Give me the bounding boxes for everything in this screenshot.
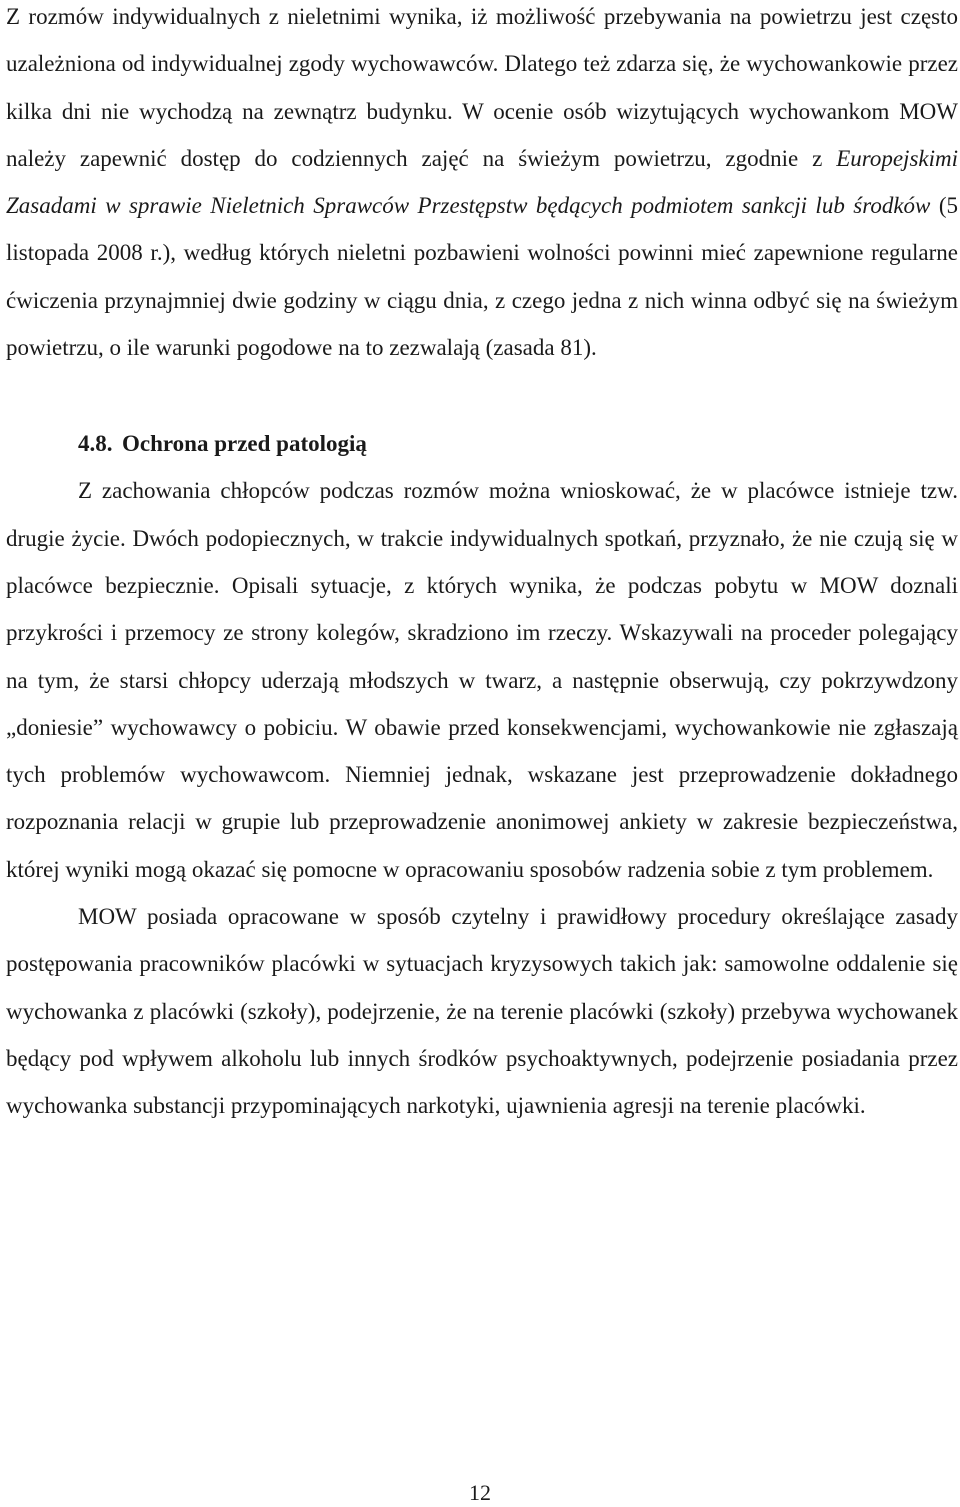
section-title: Ochrona przed patologią [122,431,367,457]
document-page [6,0,958,1130]
section-number: 4.8. [78,431,113,457]
paragraph-pathology: Z zachowania chłopców podczas rozmów można wnioskować, że w placówce istnieje tzw. drugie życie. Dwóch podopiecznych, w trakcie indywidualnych spotkań, przyznało, że nie czują się w placówce bezpiecznie. Opisali sytuacje, z których wynika, że podczas pobytu w MOW doznali przykrości i przemocy ze strony kolegów, skradziono im rzeczy. Wskazywali na proceder polegający na tym, że starsi chłopcy uderzają młodszych w twarz, a następnie obserwują, czy pokrzywdzony „doniesie” wychowawcy o pobiciu. W obawie przed konsekwencjami, wychowankowie nie zgłaszają tych problemów wychowawcom. Niemniej jednak, wskazane jest przeprowadzenie dokładnego rozpoznania relacji w grupie lub przeprowadzenie anonimowej ankiety w zakresie bezpieczeństwa, której wyniki mogą okazać się pomocne w opracowaniu sposobów radzenia sobie z tym problemem. [6,478,958,882]
paragraph-procedures: MOW posiada opracowane w sposób czytelny i prawidłowy procedury określające zasady postępowania pracowników placówki w sytuacjach kryzysowych takich jak: samowolne oddalenie się wychowanka z placówki (szkoły), podejrzenie, że na terenie placówki (szkoły) przebywa wychowanek będący pod wpływem alkoholu lub innych środków psychoaktywnych, podejrzenie posiadania przez wychowanka substancji przypominających narkotyki, ujawnienia agresji na terenie placówki. [6,904,958,1119]
paragraph-text: (5 listopada 2008 r.), według których nieletni pozbawieni wolności powinni mieć zapewnione regularne ćwiczenia przynajmniej dwie godziny w ciągu dnia, z czego jedna z nich winna odbyć się na świeżym powietrzu, o ile warunki pogodowe na to zezwalają (zasada 81). [6,193,959,361]
european-rules-citation: Europejskimi Zasadami w sprawie Nieletnich Sprawców Przestępstw będących podmiotem sankcji lub środków [6,145,958,219]
paragraph-text: Z rozmów indywidualnych z nieletnimi wynika, iż możliwość przebywania na powietrzu jest często uzależniona od indywidualnej zgody wychowawców. Dlatego też zdarza się, że wychowankowie przez kilka dni nie wychodzą na zewnątrz budynku. W ocenie osób wizytujących wychowankom MOW należy zapewnić dostęp do codziennych zajęć na świeżym powietrzu, zgodnie z [6,4,958,171]
page-number: 12 [469,1480,491,1505]
section-heading [6,420,958,467]
paragraph-outdoor-activities [6,0,958,371]
